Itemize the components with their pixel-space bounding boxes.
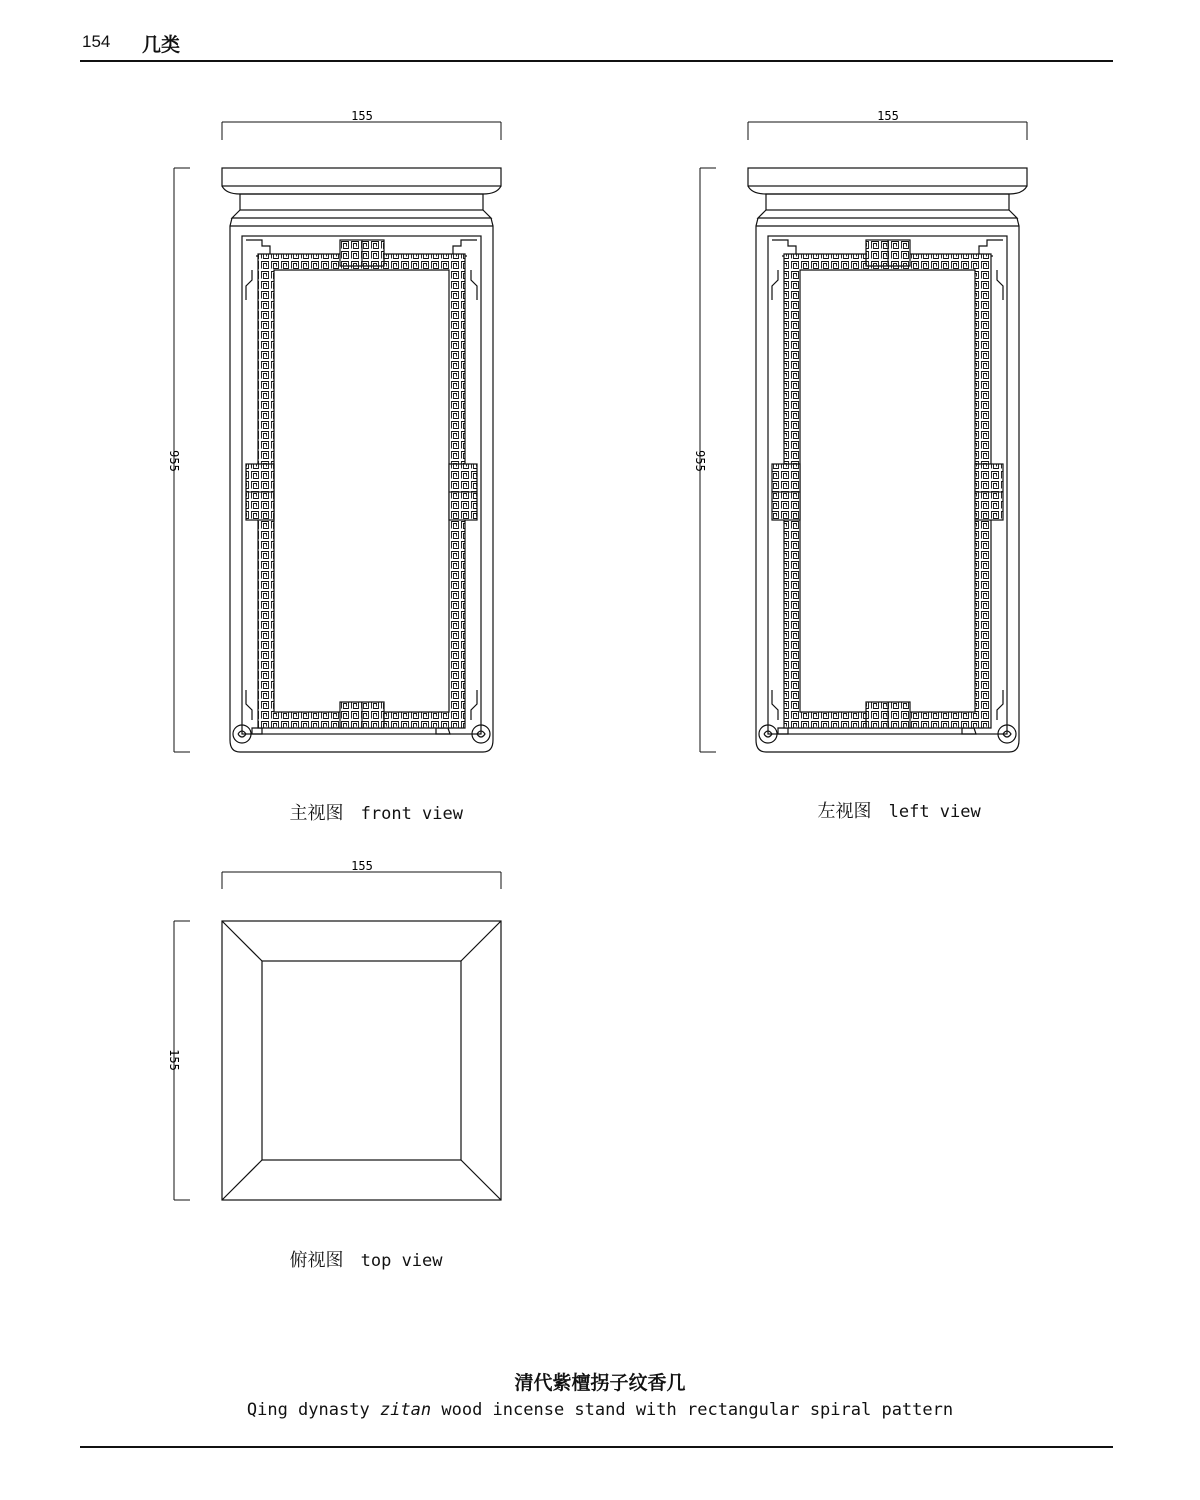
left-width-label: 155	[877, 109, 899, 123]
top-width-dimension	[222, 872, 501, 889]
top-view-outline	[222, 921, 501, 1200]
top-caption-en: top view	[360, 1251, 443, 1271]
section-title: 几类	[142, 34, 181, 56]
front-height-label: 955	[167, 450, 181, 472]
front-width-label: 155	[351, 109, 373, 123]
left-height-label: 955	[693, 450, 707, 472]
front-view-caption	[278, 778, 463, 825]
left-caption-en: left view	[888, 802, 981, 822]
top-caption-cn: 俯视图	[289, 1250, 344, 1271]
left-view	[693, 109, 1027, 752]
caption-en-italic: zitan	[379, 1400, 432, 1420]
front-view	[167, 109, 501, 752]
left-caption-cn: 左视图	[817, 801, 872, 822]
front-caption-cn: 主视图	[289, 803, 344, 824]
page-number: 154	[82, 32, 111, 51]
figure-caption-chinese: 清代紫檀拐子纹香几	[514, 1372, 686, 1394]
left-fret-clusters	[772, 240, 1003, 728]
footer-rule	[80, 1446, 1113, 1448]
top-view	[167, 859, 501, 1200]
front-fret-clusters	[246, 240, 477, 728]
left-view-caption	[806, 776, 981, 823]
left-width-dimension	[748, 122, 1027, 140]
figure-caption-english	[0, 1400, 1200, 1420]
top-width-label: 155	[351, 859, 373, 873]
top-height-label: 155	[167, 1049, 181, 1071]
left-fret-border	[784, 254, 991, 728]
front-width-dimension	[222, 122, 501, 140]
top-view-caption	[278, 1225, 443, 1272]
caption-en-suffix: wood incense stand with rectangular spiral pattern	[431, 1400, 954, 1420]
front-fret-border	[258, 254, 465, 728]
front-caption-en: front view	[360, 804, 463, 824]
caption-en-prefix: Qing dynasty	[246, 1400, 380, 1420]
